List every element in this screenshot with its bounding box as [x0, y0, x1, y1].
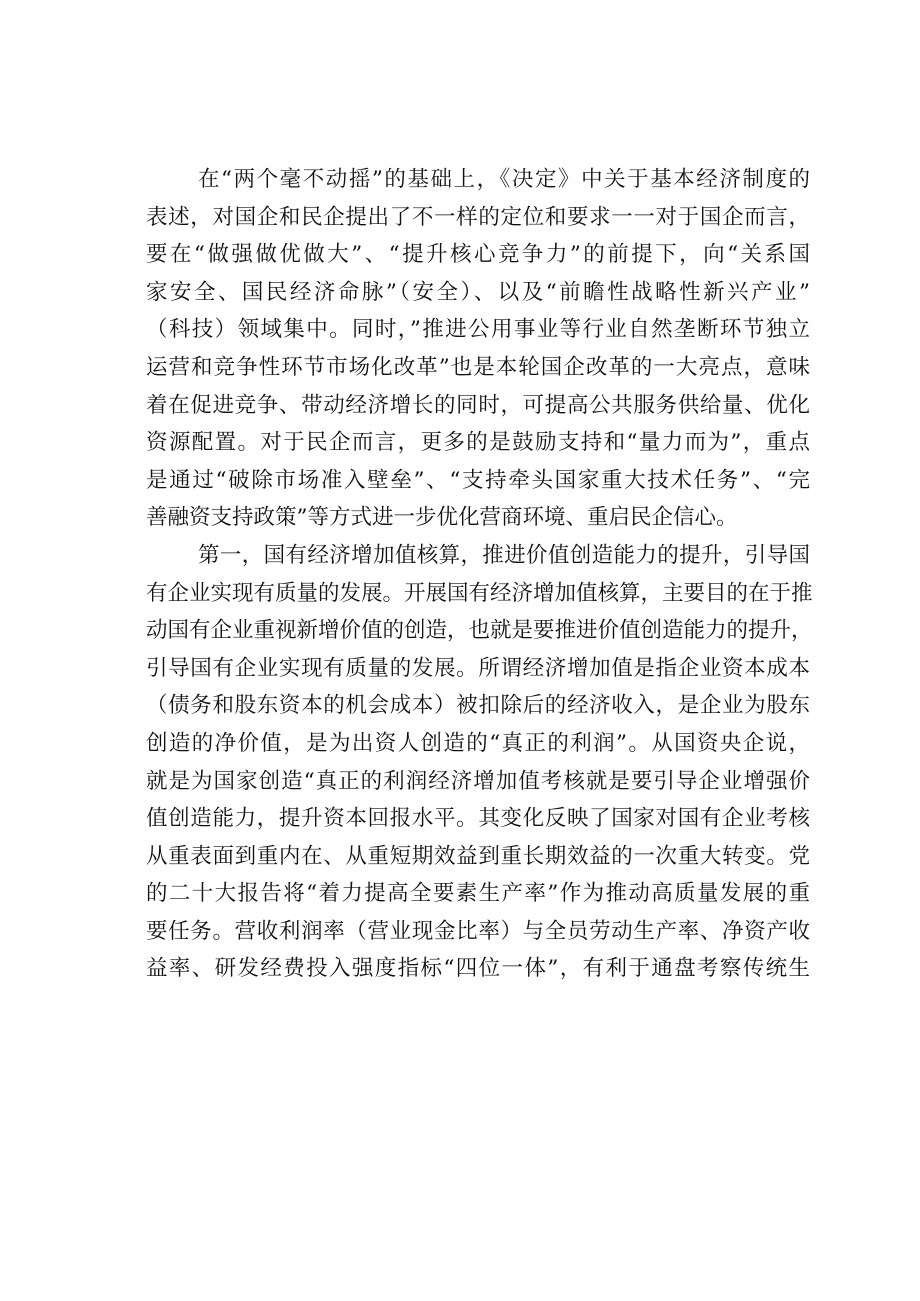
paragraph-2-line-5: （债务和股东资本的机会成本）被扣除后的经济收入，是企业为股东	[146, 693, 810, 719]
paragraph-2-line-11: 要任务。营收利润率（营业现金比率）与全员劳动生产率、净资产收	[146, 918, 810, 944]
paragraph-1-line-3: 要在“做强做优做大”、“提升核心竞争力”的前提下，向“关系国	[146, 242, 810, 268]
paragraph-1-line-1: 在“两个毫不动摇”的基础上，《决定》中关于基本经济制度的	[198, 167, 810, 192]
paragraph-1-line-5: （科技）领域集中。同时，”推进公用事业等行业自然垄断环节独立	[146, 317, 810, 343]
paragraph-2-line-1: 第一，国有经济增加值核算，推进价值创造能力的提升，引导国	[198, 542, 810, 568]
paragraph-1-line-2: 表述，对国企和民企提出了不一样的定位和要求一一对于国企而言，	[146, 204, 810, 230]
paragraph-2-line-2: 有企业实现有质量的发展。开展国有经济增加值核算，主要目的在于推	[146, 580, 813, 606]
paragraph-2-line-8: 值创造能力，提升资本回报水平。其变化反映了国家对国有企业考核	[146, 806, 810, 832]
paragraph-2-line-3: 动国有企业重视新增价值的创造，也就是要推进价值创造能力的提升，	[146, 618, 813, 644]
paragraph-1-line-8: 资源配置。对于民企而言，更多的是鼓励支持和“量力而为”，重点	[146, 430, 810, 456]
paragraph-2-line-4: 引导国有企业实现有质量的发展。所谓经济增加值是指企业资本成本	[146, 655, 810, 681]
paragraph-1-line-7: 着在促进竞争、带动经济增长的同时，可提高公共服务供给量、优化	[146, 392, 810, 418]
paragraph-2-line-12: 益率、研发经费投入强度指标“四位一体”，有利于通盘考察传统生	[146, 956, 810, 982]
paragraph-2-line-10: 的二十大报告将“着力提高全要素生产率”作为推动高质量发展的重	[146, 881, 810, 907]
paragraph-2-line-9: 从重表面到重内在、从重短期效益到重长期效益的一次重大转变。党	[146, 843, 810, 869]
paragraph-2-line-6: 创造的净价值，是为出资人创造的“真正的利润”。从国资央企说，	[146, 730, 810, 756]
paragraph-2-line-7: 就是为国家创造“真正的利润经济增加值考核就是要引导企业增强价	[146, 768, 810, 794]
paragraph-1-line-9: 是通过“破除市场准入壁垒”、“支持牵头国家重大技术任务”、“完	[146, 467, 810, 493]
document-body	[146, 161, 813, 988]
paragraph-1-line-10: 善融资支持政策”等方式进一步优化营商环境、重启民企信心。	[146, 505, 738, 531]
paragraph-1-line-6: 运营和竞争性环节市场化改革”也是本轮国企改革的一大亮点，意味	[146, 354, 810, 380]
paragraph-1-line-4: 家安全、国民经济命脉”（安全）、以及“前瞻性战略性新兴产业”	[146, 279, 810, 305]
